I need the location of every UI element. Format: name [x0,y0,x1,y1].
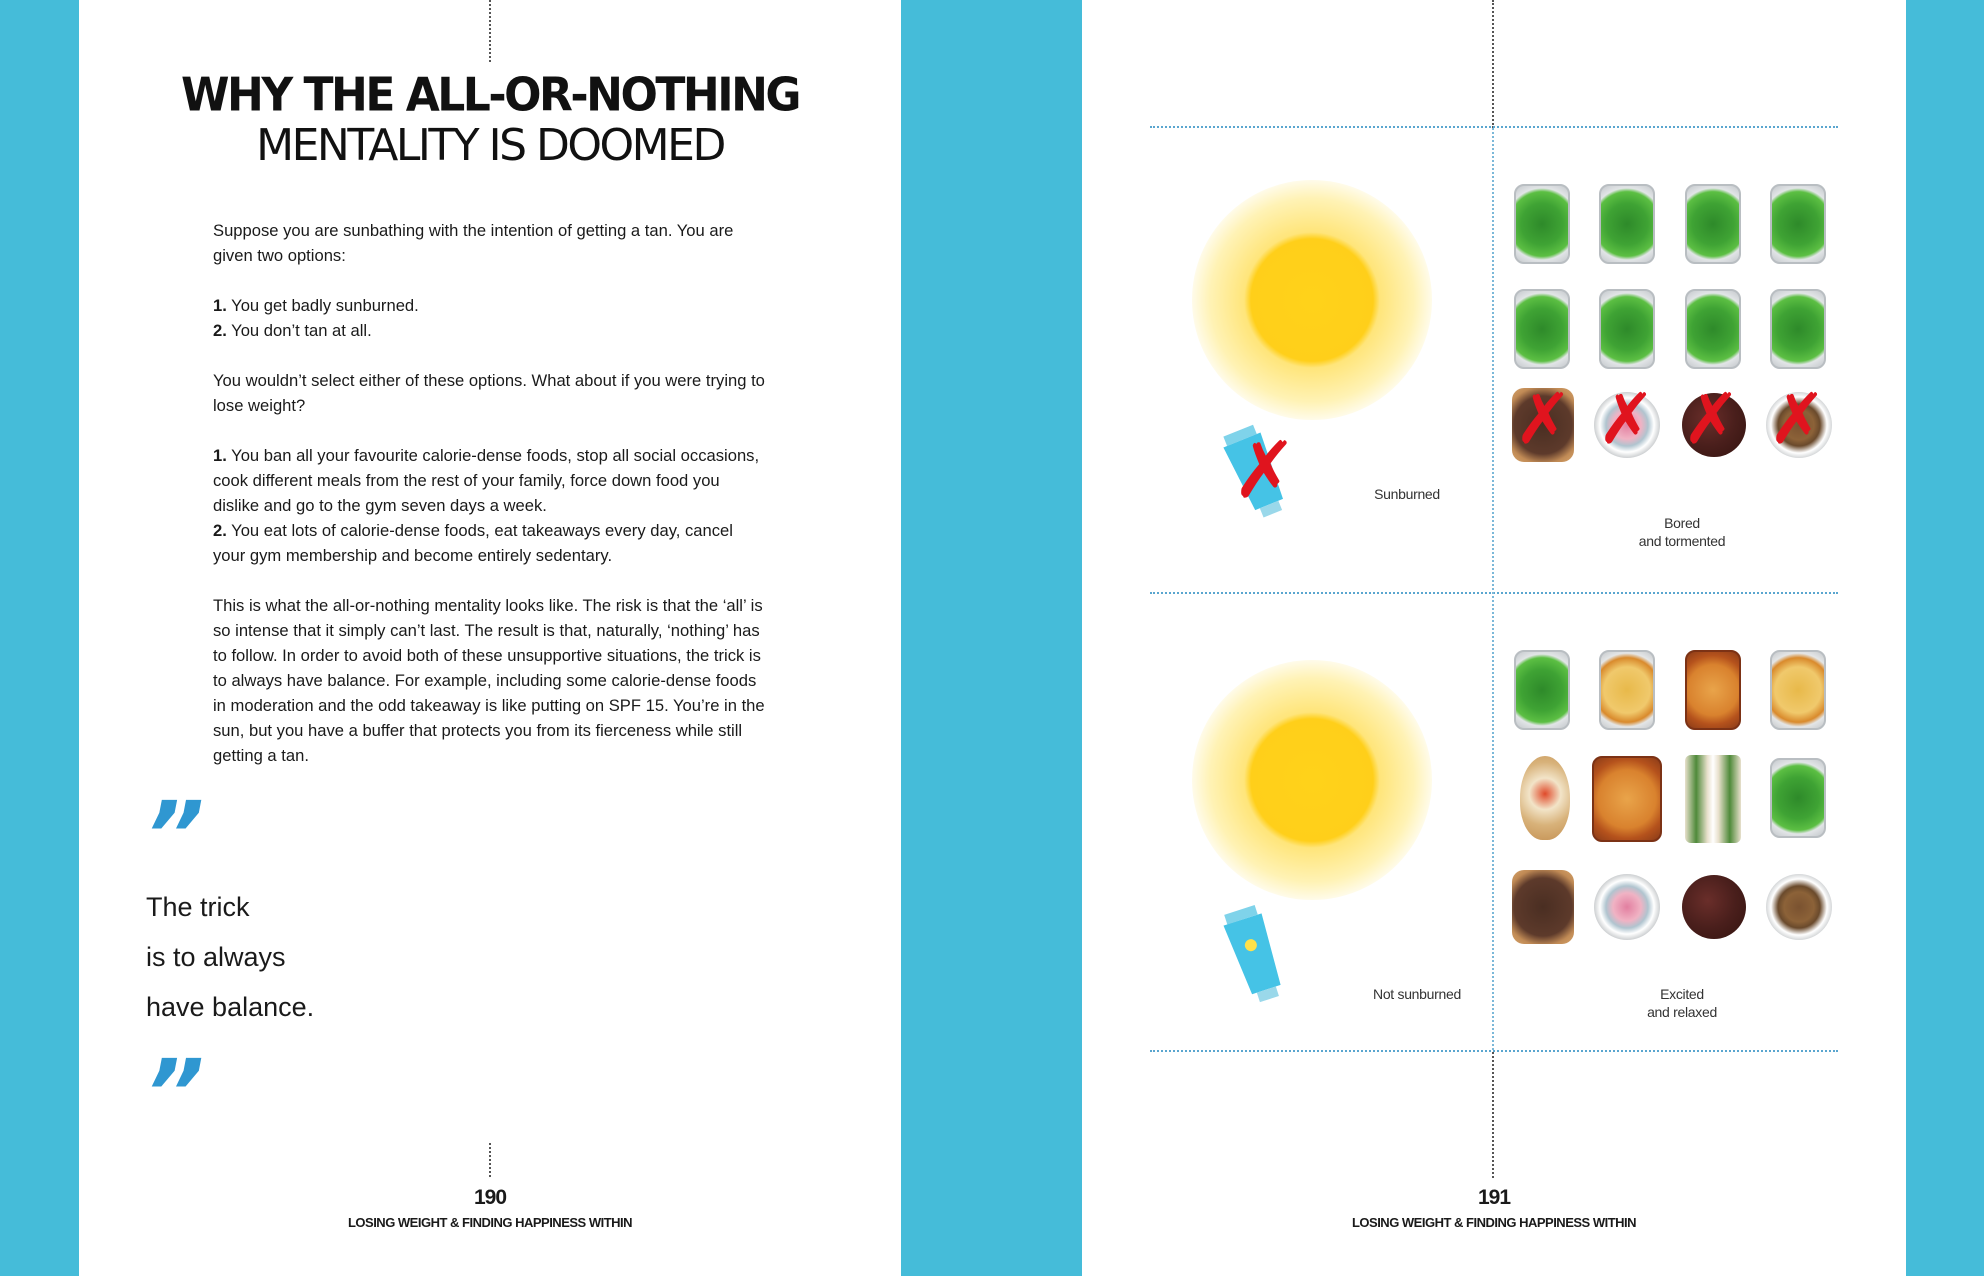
sweets-bowl [1594,874,1660,940]
flatbread-pizza [1520,756,1570,840]
sun-icon [1192,660,1432,900]
body-text [213,218,769,793]
list-number: 2. [213,521,227,540]
transition-paragraph: You wouldn’t select either of these options. What about if you were trying to lose weight? [213,371,765,415]
column-divider [1492,128,1494,1050]
food-label-top [1602,514,1762,550]
lasagna-box [1685,650,1741,730]
top-divider-dots [1492,0,1494,128]
row-divider-middle [1150,592,1838,594]
salad-box [1770,289,1826,369]
tan-options-list [213,293,769,343]
list-number: 1. [213,446,227,465]
cross-icon: ✗ [1232,426,1298,516]
footer-divider-dots [489,1143,491,1177]
salad-box [1685,289,1741,369]
list-text: You ban all your favourite calorie-dense foods, stop all social occasions, cook different meals from the rest of your family, force down food you dislike and go to the gym seven days a week. [213,446,760,515]
list-item [213,318,769,343]
pull-quote [146,882,314,1032]
conclusion-paragraph: This is what the all-or-nothing mentality looks like. The risk is that the ‘all’ is so intense that it simply can’t last. The result is that, naturally, ‘nothing’ has to follow. In order to avoid both of these unsupportive situations, the trick is to always have balance. For example, including some calorie-dense foods in moderation and the odd takeaway is like putting on SPF 15. You’re in the sun, but you have a buffer that protects you from its fierceness while still getting a tan. [213,596,765,765]
list-text: You get badly sunburned. [231,296,419,315]
list-text: You eat lots of calorie-dense foods, eat takeaways every day, cancel your gym membership and become entirely sedentary. [213,521,733,565]
chocolate-toast [1512,870,1574,944]
salad-box [1685,184,1741,264]
lasagna-tray [1592,756,1662,842]
cross-icon: ✗ [1597,378,1656,460]
salad-box [1599,184,1655,264]
sunscreen-tube-icon [1218,900,1288,1010]
cookie [1682,875,1746,939]
cross-icon: ✗ [1682,378,1741,460]
salad-box [1599,289,1655,369]
quote-line: have balance. [146,992,315,1022]
footer-divider-dots [1492,1052,1494,1178]
page-number: 191 [1477,1186,1511,1209]
food-label-line: Excited [1660,986,1704,1002]
row-divider-top [1150,126,1838,128]
right-page [1082,0,1906,1276]
cross-icon: ✗ [1514,378,1573,460]
food-label-bottom [1602,985,1762,1021]
intro-paragraph: Suppose you are sunbathing with the intention of getting a tan. You are given two options: [213,221,734,265]
running-footer: LOSING WEIGHT & FINDING HAPPINESS WITHIN [347,1215,633,1230]
left-page [79,0,901,1276]
chocolate-balls-bowl [1766,874,1832,940]
quote-line: is to always [146,942,286,972]
quote-line: The trick [146,892,250,922]
page-title-line1: WHY THE ALL-OR-NOTHING [180,68,800,123]
sun-label-not-sunburned: Not sunburned [1373,986,1461,1002]
quote-open-icon: ” [145,782,197,889]
sandwich [1685,755,1741,843]
food-label-line: and relaxed [1647,1004,1717,1020]
food-label-line: and tormented [1638,533,1726,549]
page-number: 190 [473,1186,507,1209]
list-item [213,518,769,568]
page-title-line2: MENTALITY IS DOOMED [256,120,724,171]
list-number: 1. [213,296,227,315]
food-label-line: Bored [1664,515,1700,531]
curry-box [1599,650,1655,730]
running-footer: LOSING WEIGHT & FINDING HAPPINESS WITHIN [1351,1215,1637,1230]
top-divider-dots [489,0,491,62]
sun-label-sunburned: Sunburned [1374,486,1440,502]
list-item [213,293,769,318]
curry-box [1770,650,1826,730]
salad-box [1770,758,1826,838]
salad-box [1770,184,1826,264]
list-number: 2. [213,321,227,340]
salad-box [1514,289,1570,369]
quote-close-icon: ” [145,1040,197,1147]
sun-icon [1192,180,1432,420]
row-divider-bottom [1150,1050,1838,1052]
cross-icon: ✗ [1768,378,1827,460]
salad-box [1514,650,1570,730]
list-text: You don’t tan at all. [231,321,372,340]
weight-options-list [213,443,769,568]
list-item [213,443,769,518]
salad-box [1514,184,1570,264]
